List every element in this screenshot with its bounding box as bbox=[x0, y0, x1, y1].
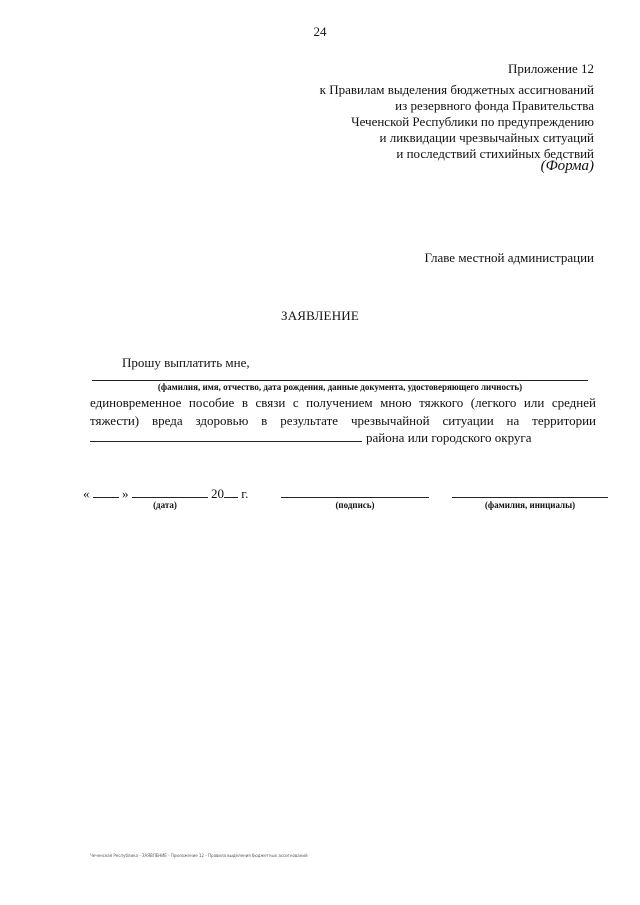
year-prefix: 20 bbox=[211, 486, 224, 501]
document-title: ЗАЯВЛЕНИЕ bbox=[280, 308, 360, 323]
fio-caption: (фамилия, имя, отчество, дата рождения, данные документа, удостоверяющего личность) bbox=[157, 382, 523, 392]
territory-line bbox=[90, 430, 532, 446]
page-number: 24 bbox=[313, 24, 327, 39]
body-line: единовременное пособие в связи с получением мною тяжкого (легкого или средней bbox=[90, 395, 596, 410]
body-line: тяжести) вреда здоровью в результате чрезвычайной ситуации на территории bbox=[90, 413, 596, 428]
open-quote: « bbox=[83, 486, 90, 501]
year-suffix: г. bbox=[241, 486, 249, 501]
appendix-line: Чеченской Республики по предупреждению bbox=[351, 114, 594, 129]
signature-blank-line[interactable] bbox=[281, 497, 429, 498]
request-intro: Прошу выплатить мне, bbox=[122, 355, 250, 370]
signature-caption: (подпись) bbox=[335, 500, 375, 510]
body-paragraph bbox=[90, 394, 596, 430]
form-label: (Форма) bbox=[540, 158, 594, 174]
year-blank[interactable] bbox=[224, 487, 238, 498]
month-blank[interactable] bbox=[132, 487, 208, 498]
day-blank[interactable] bbox=[93, 487, 119, 498]
close-quote: » bbox=[122, 486, 129, 501]
appendix-header bbox=[320, 61, 594, 162]
appendix-title: Приложение 12 bbox=[507, 61, 594, 76]
fio-blank-line[interactable] bbox=[92, 380, 588, 381]
name-blank-line[interactable] bbox=[452, 497, 608, 498]
territory-blank[interactable] bbox=[90, 431, 362, 442]
footer-text: Чеченская Республика - ЗАЯВЛЕНИЕ - Приложение 12 - Правила выделения бюджетных ассигнований bbox=[90, 853, 308, 858]
addressee: Главе местной администрации bbox=[424, 250, 594, 265]
appendix-line: к Правилам выделения бюджетных ассигнований bbox=[319, 82, 594, 97]
appendix-line: из резервного фонда Правительства bbox=[395, 98, 594, 113]
date-caption: (дата) bbox=[153, 500, 177, 510]
appendix-line: и последствий стихийных бедствий bbox=[396, 146, 594, 161]
appendix-line: и ликвидации чрезвычайных ситуаций bbox=[379, 130, 594, 145]
name-caption: (фамилия, инициалы) bbox=[484, 500, 576, 510]
territory-suffix: района или городского округа bbox=[366, 430, 532, 445]
